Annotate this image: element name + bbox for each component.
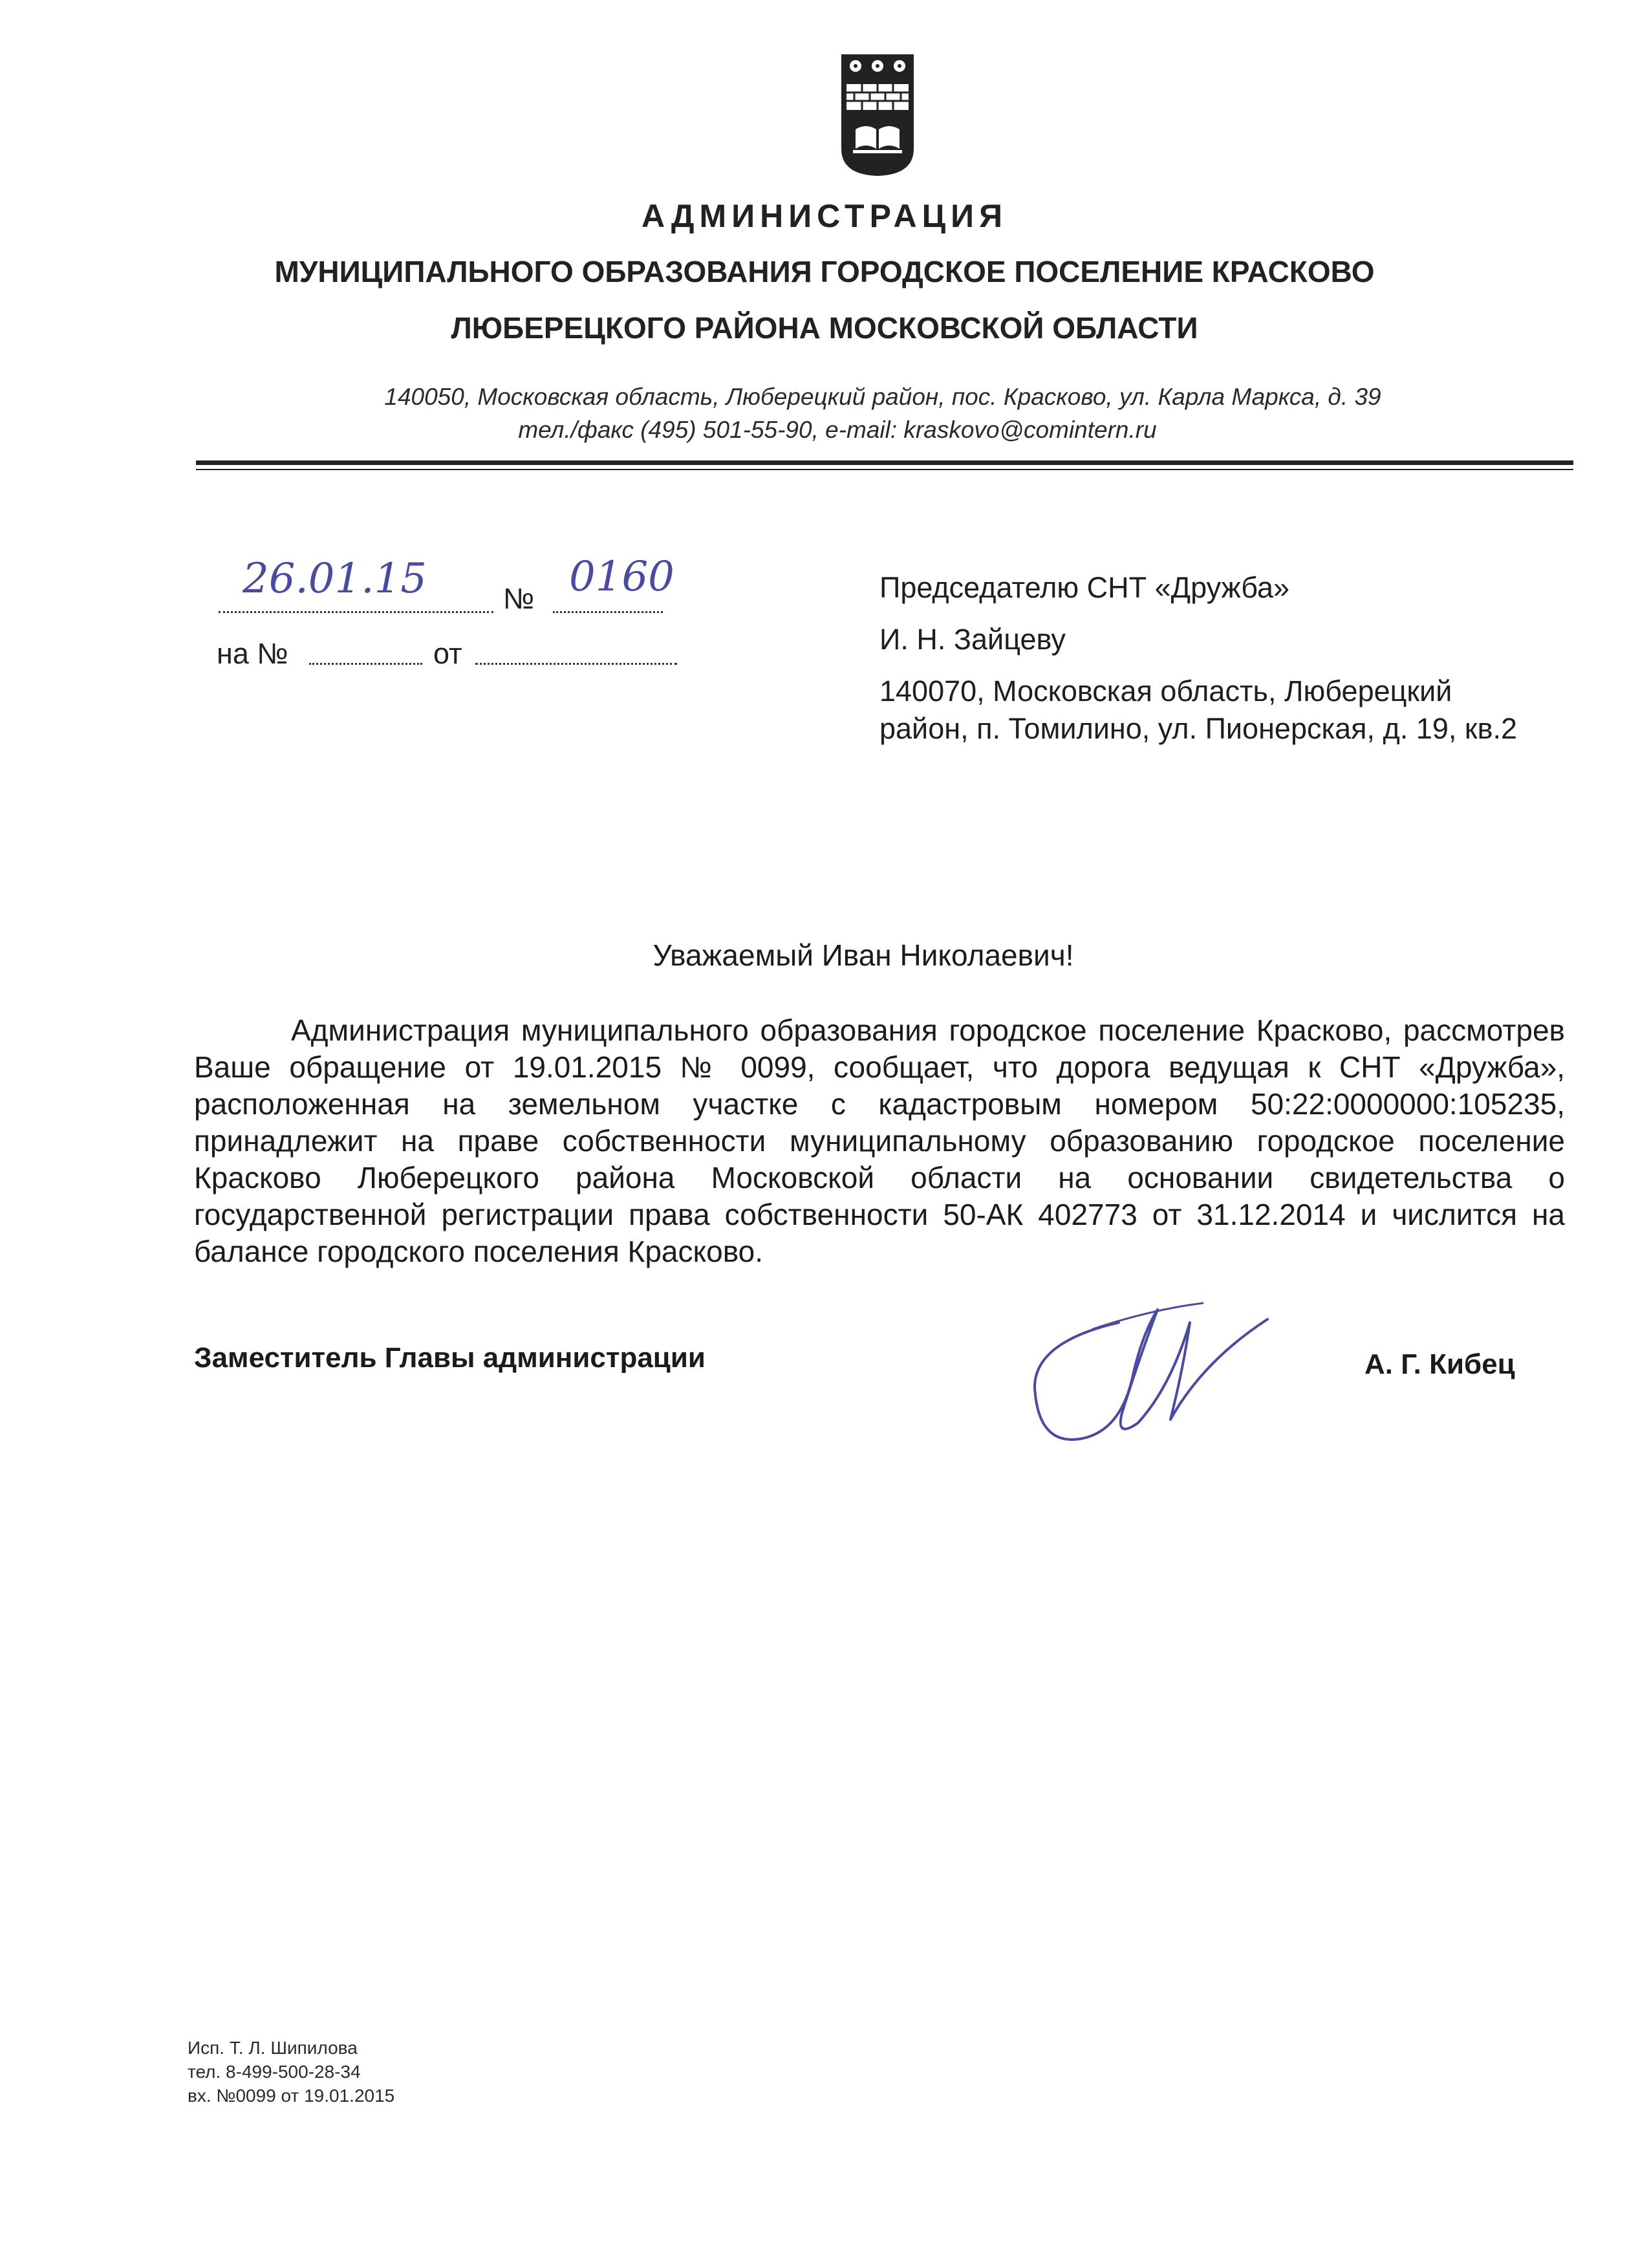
letterhead-address: 140050, Московская область, Люберецкий район, пос. Красково, ул. Карла Маркса, д. 39 [384, 383, 1381, 410]
letterhead-contacts: тел./факс (495) 501-55-90, e-mail: kraskovo@comintern.ru [518, 416, 1157, 443]
letterhead-organization: МУНИЦИПАЛЬНОГО ОБРАЗОВАНИЯ ГОРОДСКОЕ ПОСЕЛЕНИЕ КРАСКОВО [274, 255, 1375, 288]
incoming-reference: вх. №0099 от 19.01.2015 [188, 2086, 395, 2106]
date-underline [219, 611, 493, 613]
reply-date-underline [475, 663, 677, 665]
document-number: 0160 [569, 553, 674, 601]
reply-to-label: на № [217, 637, 288, 670]
letter-body: Администрация муниципального образования городское поселение Красково, рассмотрев Ваше обращение от 19.01.2015 № 0099, сообщает, что дорога ведущая к СНТ «Дружба», расположенная на земельном участке с кадастровым номером 50:22:0000000:105235, принадлежит на праве собственности муниципальному образованию городское поселение Красково Люберецкого района Московской области на основании свидетельства о государственной регистрации права собственности 50-АК 402773 от 31.12.2014 и числится на балансе городского поселения Красково. [194, 1013, 1565, 1268]
document-date: 26.01.15 [242, 555, 427, 603]
handwritten-signature [1009, 1284, 1280, 1452]
reply-from-label: от [433, 637, 462, 670]
recipient-address: 140070, Московская область, Люберецкий район, п. Томилино, ул. Пионерская, д. 19, кв.2 [879, 675, 1518, 745]
number-underline [553, 611, 663, 613]
salutation: Уважаемый Иван Николаевич! [652, 938, 1074, 972]
executor-block [188, 2036, 394, 2108]
recipient-block [879, 569, 1533, 748]
header-divider-thin [196, 469, 1573, 470]
letterhead-region: ЛЮБЕРЕЦКОГО РАЙОНА МОСКОВСКОЙ ОБЛАСТИ [451, 311, 1198, 345]
coat-of-arms-emblem [839, 52, 916, 178]
header-divider [196, 460, 1573, 465]
number-label: № [503, 582, 535, 615]
signatory-position: Заместитель Главы администрации [194, 1342, 706, 1374]
recipient-position: Председателю СНТ «Дружба» [879, 571, 1290, 604]
executor-name: Исп. Т. Л. Шипилова [188, 2038, 358, 2058]
executor-phone: тел. 8-499-500-28-34 [188, 2062, 361, 2082]
letterhead-title: АДМИНИСТРАЦИЯ [641, 198, 1008, 234]
signatory-name: А. Г. Кибец [1364, 1348, 1515, 1380]
recipient-name: И. Н. Зайцеву [879, 623, 1066, 656]
reply-number-underline [309, 663, 422, 665]
